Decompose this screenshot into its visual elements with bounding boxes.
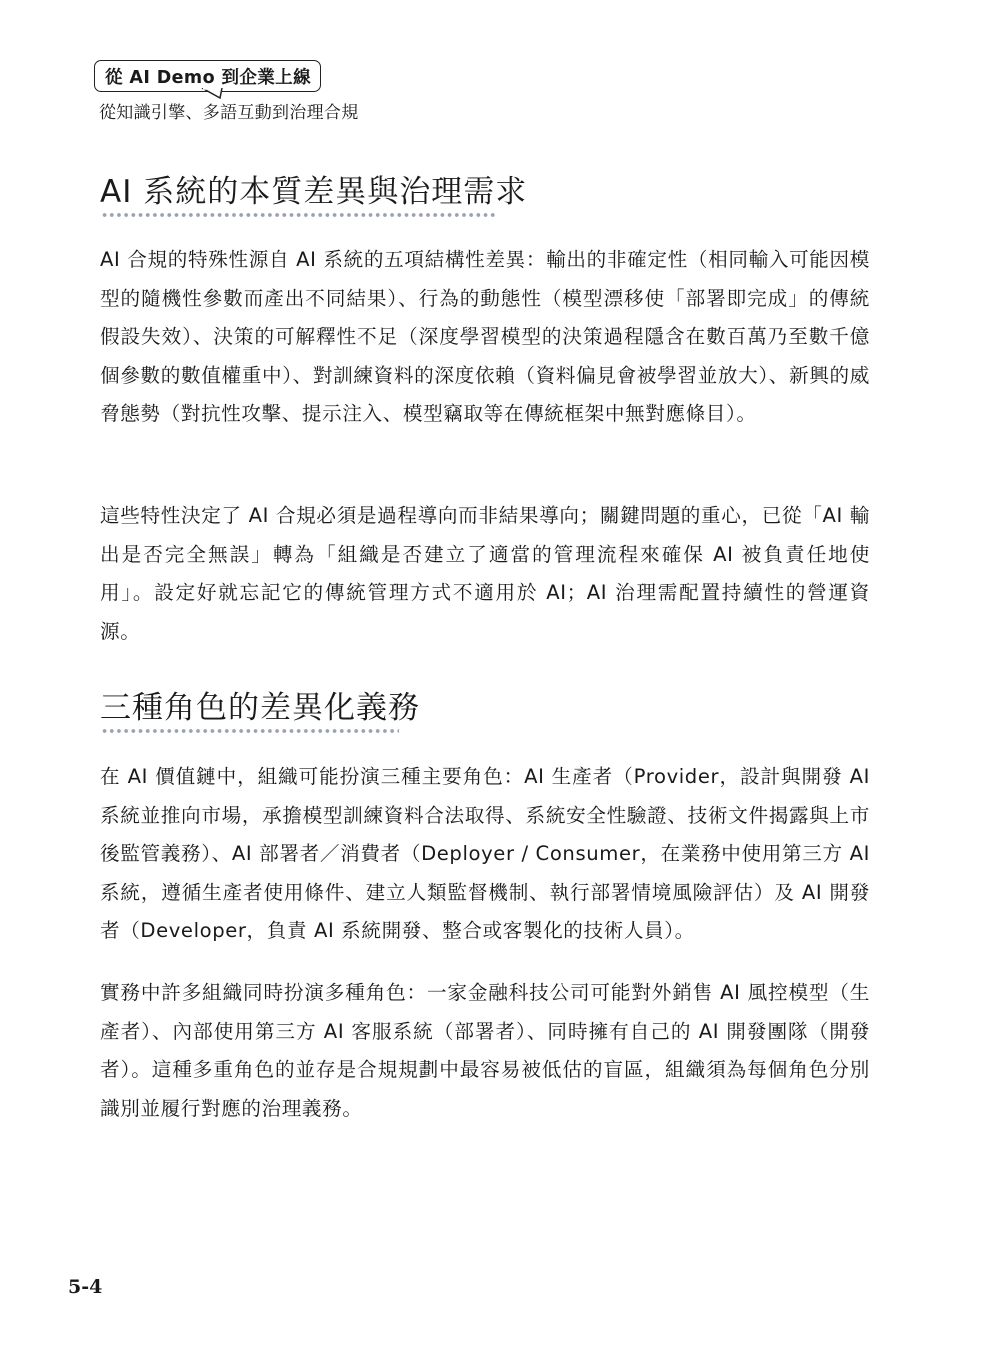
book-title: 從 AI Demo 到企業上線	[105, 67, 311, 88]
heading-dotted-rule	[101, 728, 399, 734]
paragraph: 這些特性決定了 AI 合規必須是過程導向而非結果導向；關鍵問題的重心，已從「AI 輸出是否完全無誤」轉為「組織是否建立了適當的管理流程來確保 AI 被負責任地使用」。設定好就忘記它的傳統管理方式不適用於 AI；AI 治理需配置持續性的營運資源。	[100, 504, 870, 643]
book-subtitle: 從知識引擎、多語互動到治理合規	[99, 103, 359, 123]
heading-dotted-rule	[101, 212, 496, 218]
page-number: 5-4	[68, 1276, 103, 1298]
paragraph: 在 AI 價值鏈中，組織可能扮演三種主要角色：AI 生產者（Provider，設計與開發 AI 系統並推向市場，承擔模型訓練資料合法取得、系統安全性驗證、技術文件揭露與上市後監管義務）、AI 部署者／消費者（Deployer / Consumer，在業務中使用第三方 AI 系統，遵循生產者使用條件、建立人類監督機制、執行部署情境風險評估）及 AI 開發者（Developer，負責 AI 系統開發、整合或客製化的技術人員）。	[100, 765, 870, 942]
paragraph: AI 合規的特殊性源自 AI 系統的五項結構性差異：輸出的非確定性（相同輸入可能因模型的隨機性參數而產出不同結果）、行為的動態性（模型漂移使「部署即完成」的傳統假設失效）、決策的可解釋性不足（深度學習模型的決策過程隱含在數百萬乃至數千億個參數的數值權重中）、對訓練資料的深度依賴（資料偏見會被學習並放大）、新興的威脅態勢（對抗性攻擊、提示注入、模型竊取等在傳統框架中無對應條目）。	[100, 248, 870, 425]
section-heading-roles: 三種角色的差異化義務	[100, 690, 420, 726]
section-heading-ai-nature: AI 系統的本質差異與治理需求	[100, 174, 528, 210]
paragraph: 實務中許多組織同時扮演多種角色：一家金融科技公司可能對外銷售 AI 風控模型（生產者）、內部使用第三方 AI 客服系統（部署者）、同時擁有自己的 AI 開發團隊（開發者）。這種多重角色的並存是合規規劃中最容易被低估的盲區，組織須為每個角色分別識別並履行對應的治理義務。	[100, 981, 870, 1120]
